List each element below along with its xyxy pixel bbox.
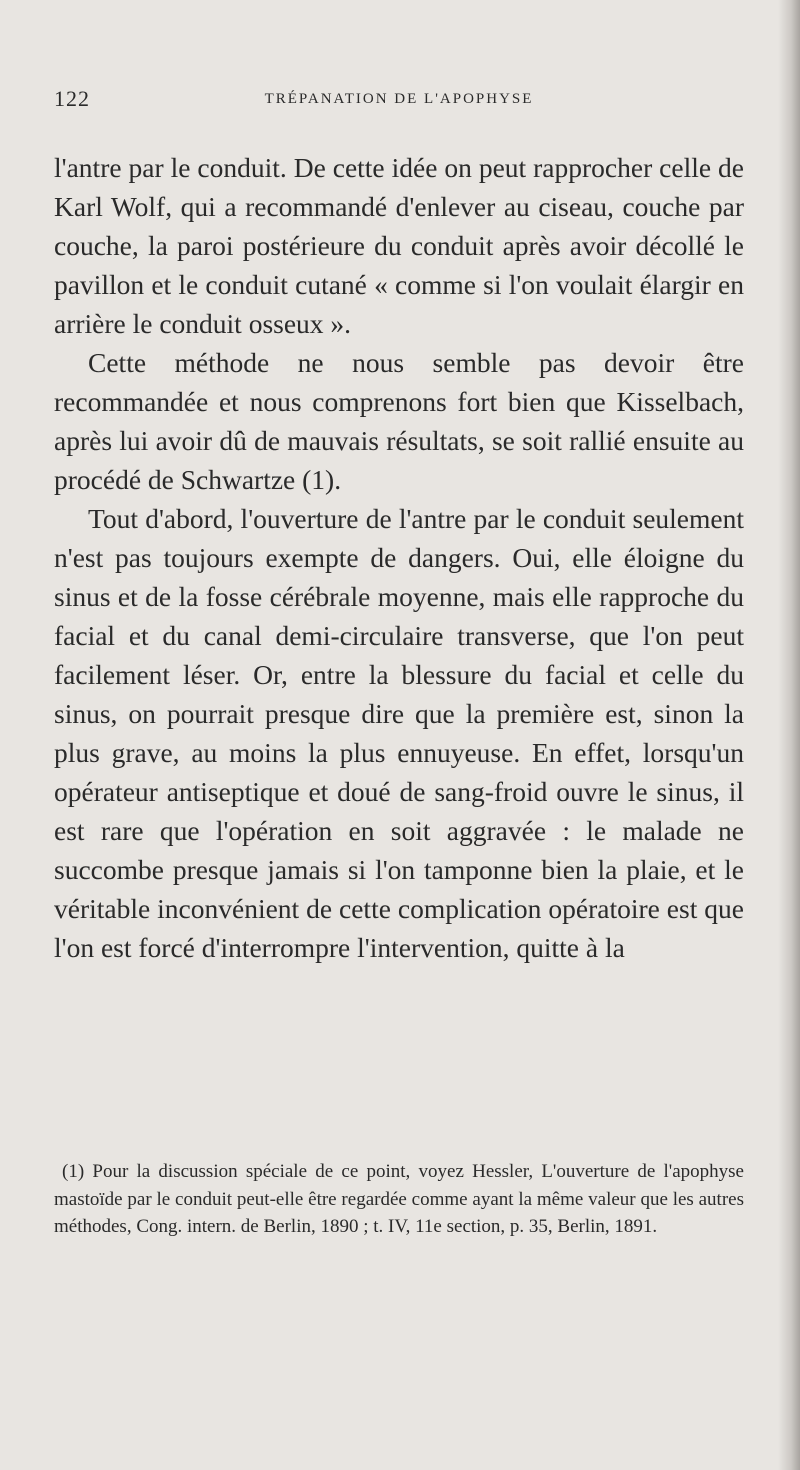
page-edge-shadow: [778, 0, 800, 1470]
paragraph: l'antre par le conduit. De cette idée on peut rapprocher celle de Karl Wolf, qui a recommandé d'enlever au ciseau, couche par couche, la paroi postérieure du conduit après avoir décollé le pavillon et le conduit cutané « comme si l'on voulait élargir en arrière le conduit osseux ».: [54, 152, 744, 339]
page-header: [54, 86, 744, 114]
page-number: 122: [54, 86, 90, 111]
body-text: [54, 148, 744, 967]
paragraph: Cette méthode ne nous semble pas devoir être recommandée et nous comprenons fort bien que Kisselbach, après lui avoir dû de mauvais résultats, se soit rallié ensuite au procédé de Schwartze (1).: [54, 347, 744, 495]
footnote: (1) Pour la discussion spéciale de ce point, voyez Hessler, L'ouverture de l'apophyse mastoïde par le conduit peut-elle être regardée comme ayant la même valeur que les autres méthodes, Cong. intern. de Berlin, 1890 ; t. IV, 11e section, p. 35, Berlin, 1891.: [54, 1161, 744, 1237]
paragraph: Tout d'abord, l'ouverture de l'antre par le conduit seulement n'est pas toujours exempte de dangers. Oui, elle éloigne du sinus et de la fosse cérébrale moyenne, mais elle rapproche du facial et du canal demi-circulaire transverse, que l'on peut facilement léser. Or, entre la blessure du facial et celle du sinus, on pourrait presque dire que la première est, sinon la plus grave, au moins la plus ennuyeuse. En effet, lorsqu'un opérateur antiseptique et doué de sang-froid ouvre le sinus, il est rare que l'opération en soit aggravée : le malade ne succombe presque jamais si l'on tamponne bien la plaie, et le véritable inconvénient de cette complication opératoire est que l'on est forcé d'interrompre l'intervention, quitte à la: [54, 503, 744, 963]
running-title: TRÉPANATION DE L'APOPHYSE: [264, 91, 534, 107]
